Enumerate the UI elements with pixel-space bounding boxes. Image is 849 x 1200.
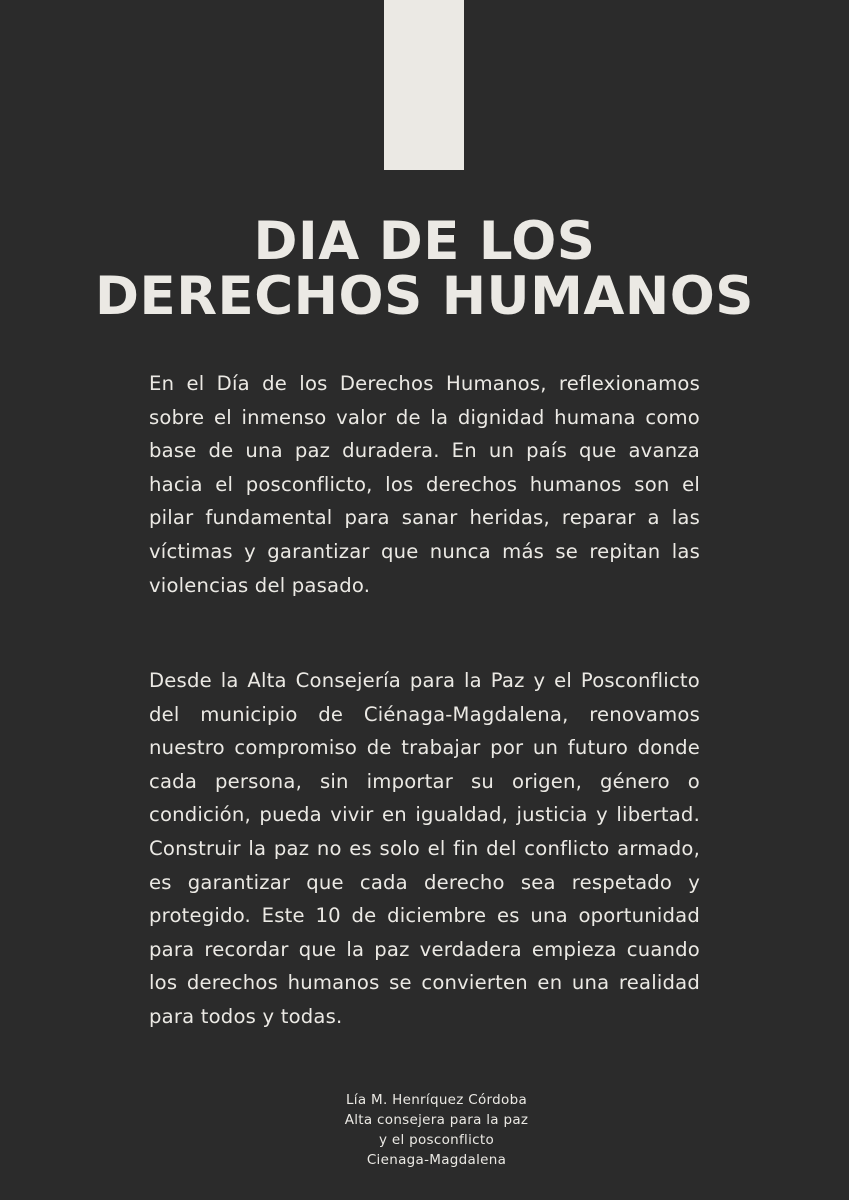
signature-role-line-1: Alta consejera para la paz	[344, 1112, 529, 1128]
signature-name: Lía M. Henríquez Córdoba	[345, 1092, 528, 1108]
signature-place: Cienaga-Magdalena	[366, 1152, 507, 1168]
signature-block	[0, 1090, 849, 1170]
body-paragraph-2: Desde la Alta Consejería para la Paz y el Posconflicto del municipio de Ciénaga-Magdalena, renovamos nuestro compromiso de trabajar por un futuro donde cada persona, sin importar su origen, género o condición, pueda vivir en igualdad, justicia y libertad. Construir la paz no es solo el fin del conflicto armado, es garantizar que cada derecho sea respetado y protegido. Este 10 de diciembre es una oportunidad para recordar que la paz verdadera empieza cuando los derechos humanos se convierten en una realidad para todos y todas.	[149, 669, 700, 1028]
page-title	[0, 211, 849, 327]
signature-role-line-2: y el posconflicto	[378, 1132, 495, 1148]
decorative-top-bar	[384, 0, 464, 170]
body-paragraph-1: En el Día de los Derechos Humanos, reflexionamos sobre el inmenso valor de la dignidad humana como base de una paz duradera. En un país que avanza hacia el posconflicto, los derechos humanos son el pilar fundamental para sanar heridas, reparar a las víctimas y garantizar que nunca más se repitan las violencias del pasado.	[149, 372, 700, 597]
page-title-line-1: DIA DE LOS	[253, 211, 596, 272]
page-title-line-2: DERECHOS HUMANOS	[95, 266, 754, 327]
